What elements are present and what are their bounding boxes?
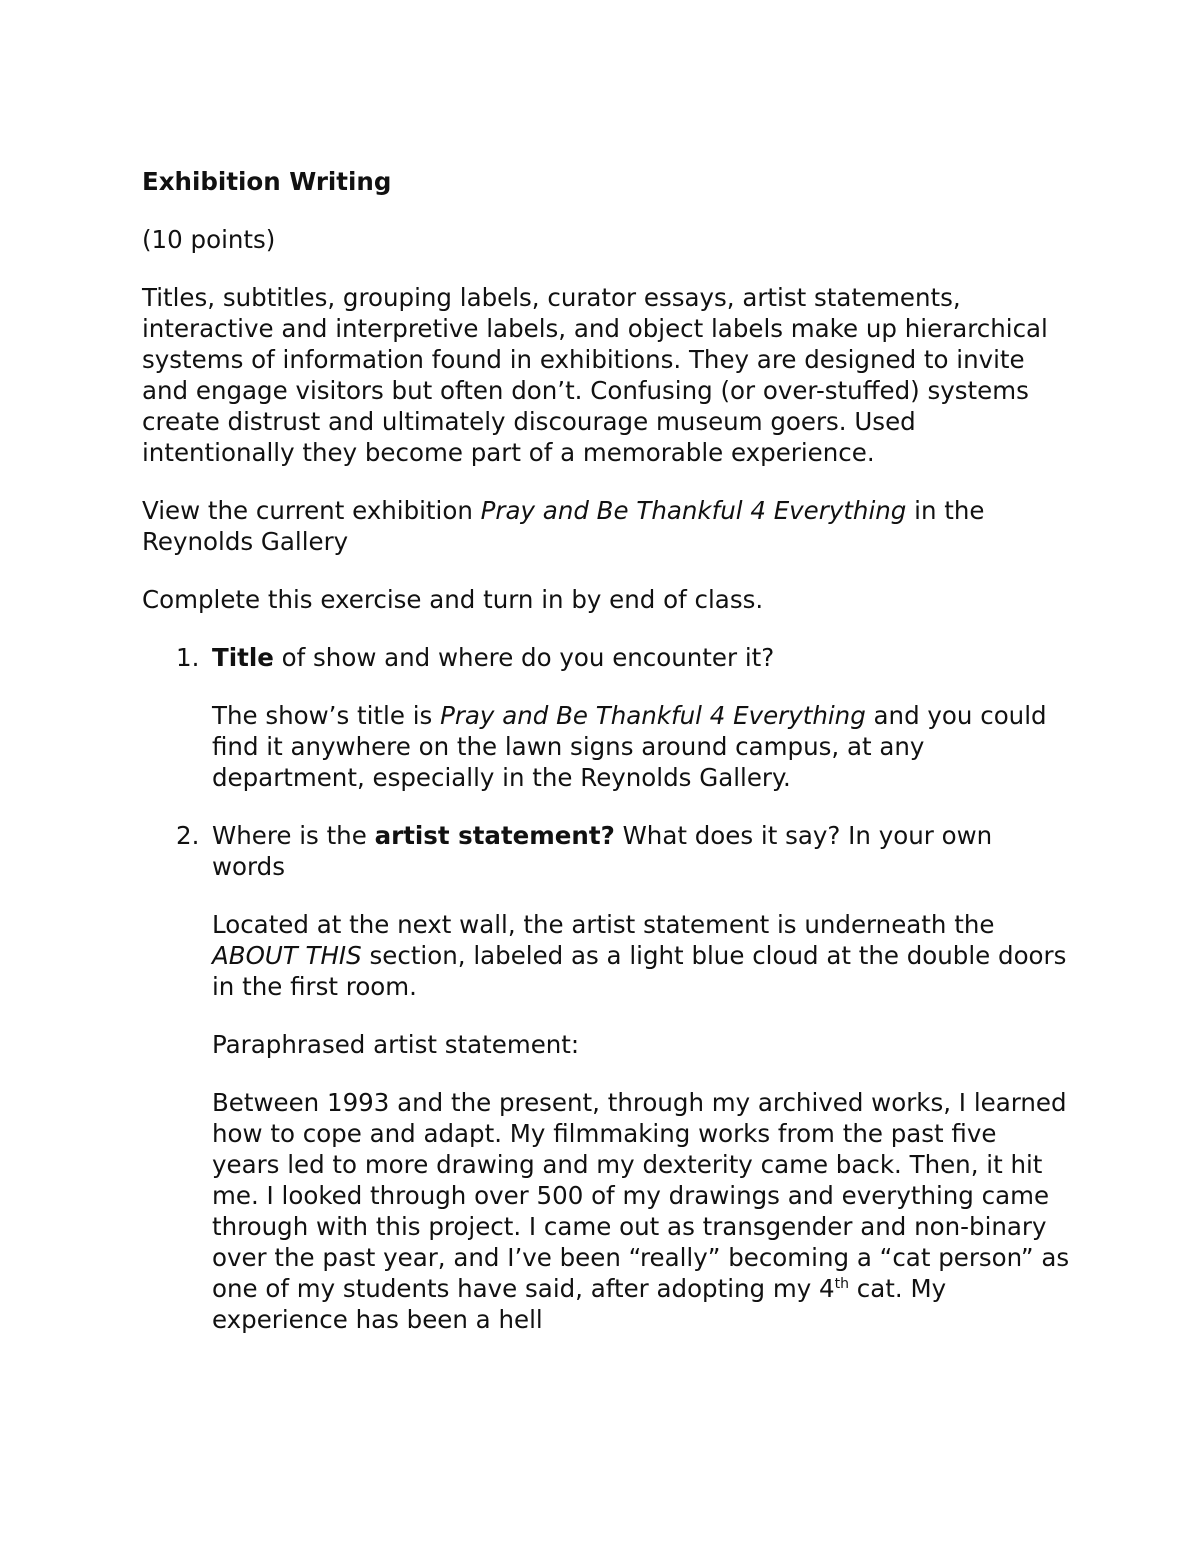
answer-text-after: section, labeled as a light blue cloud at the double doors in the first room.: [212, 941, 1067, 1001]
answer-italic: Pray and Be Thankful 4 Everything: [440, 701, 866, 730]
question-keyword: artist statement?: [374, 821, 615, 850]
view-text-after: in the Reynolds Gallery: [142, 496, 985, 556]
intro-paragraph: Titles, subtitles, grouping labels, curator essays, artist statements, interactive and interpretive labels, and object labels make up hierarchical systems of information found in exhibitions. They are designed to invite and engage visitors but often don’t. Confusing (or over-stuffed) systems create distrust and ultimately discourage museum goers. Used intentionally they become part of a memorable experience.: [142, 283, 1048, 467]
answer-text-before: The show’s title is: [212, 701, 441, 730]
question-item-2: [142, 820, 1070, 1335]
question-number: 2.: [176, 821, 200, 850]
answer-paragraph: [212, 700, 1070, 793]
question-text: [212, 820, 1070, 882]
answer-text-after: and you could find it anywhere on the lawn signs around campus, at any department, especially in the Reynolds Gallery.: [212, 701, 1047, 792]
question-rest: of show and where do you encounter it?: [273, 643, 775, 672]
statement-text-before: Between 1993 and the present, through my archived works, I learned how to cope and adapt. My filmmaking works from the past five years led to more drawing and my dexterity came back. Then, it hit me. I looked through over 500 of my drawings and everything came through with this project. I came out as transgender and non-binary over the past year, and I’ve been “really” becoming a “cat person” as one of my students have said, after adopting my 4: [212, 1088, 1070, 1303]
question-list: [142, 642, 1070, 1335]
document-title: Exhibition Writing: [142, 167, 392, 196]
artist-statement-paragraph: [212, 1087, 1070, 1335]
view-text-before: View the current exhibition: [142, 496, 481, 525]
view-exhibition-paragraph: [142, 495, 1070, 557]
question-before: Where is the: [212, 821, 375, 850]
answer-italic: ABOUT THIS: [212, 941, 362, 970]
ordinal-superscript: th: [834, 1275, 850, 1292]
instruction-paragraph: Complete this exercise and turn in by end of class.: [142, 585, 764, 614]
question-text: [212, 642, 1070, 673]
paraphrase-label: Paraphrased artist statement:: [212, 1030, 580, 1059]
question-rest: What does it say? In your own words: [212, 821, 993, 881]
statement-text-after: cat. My experience has been a hell: [212, 1274, 947, 1334]
question-number: 1.: [176, 643, 200, 672]
question-keyword: Title: [212, 643, 274, 672]
points-note: (10 points): [142, 225, 276, 254]
exhibition-title: Pray and Be Thankful 4 Everything: [480, 496, 907, 525]
question-item-1: [142, 642, 1070, 793]
answer-paragraph: [212, 909, 1070, 1002]
answer-text-before: Located at the next wall, the artist statement is underneath the: [212, 910, 995, 939]
